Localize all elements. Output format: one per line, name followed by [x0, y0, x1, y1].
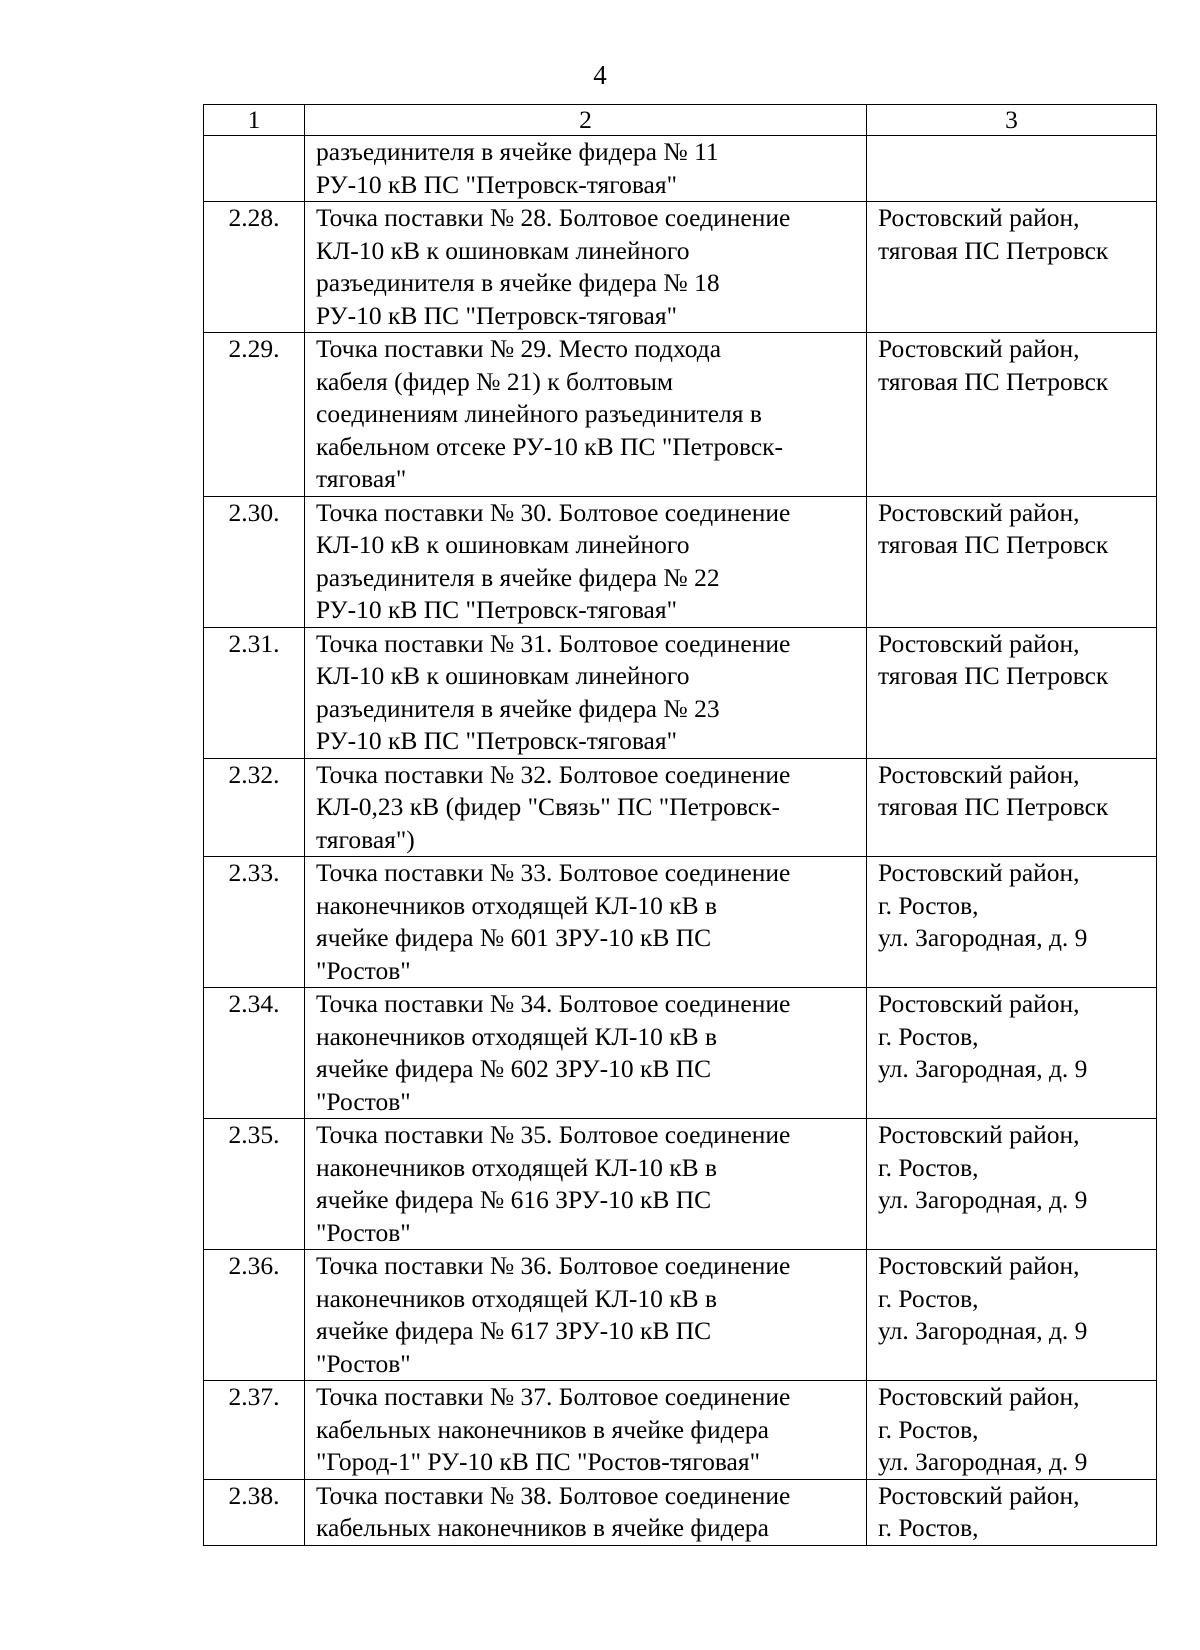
description-line: кабельных наконечников в ячейке фидера [316, 1513, 769, 1542]
column-header-2: 2 [305, 105, 867, 136]
location-line: ул. Загородная, д. 9 [878, 1185, 1088, 1214]
description-line: Точка поставки № 28. Болтовое соединение [316, 203, 791, 232]
description-line: наконечников отходящей КЛ-10 кВ в [316, 1152, 718, 1182]
row-location [867, 988, 1157, 1119]
page-number: 4 [593, 60, 607, 90]
location-line: Ростовский район, [878, 1382, 1080, 1411]
row-description [305, 136, 867, 202]
row-location [867, 496, 1157, 627]
row-description [305, 1119, 867, 1250]
table-row [204, 136, 1157, 202]
column-header-1: 1 [204, 105, 305, 136]
location-line: Ростовский район, [878, 759, 1080, 789]
row-location [867, 857, 1157, 988]
description-line: Точка поставки № 38. Болтовое соединение [316, 1480, 791, 1510]
description-line: КЛ-10 кВ к ошиновкам линейного [316, 235, 690, 265]
description-line: "Город-1" РУ-10 кВ ПС "Ростов-тяговая" [316, 1447, 760, 1476]
location-line: ул. Загородная, д. 9 [878, 1054, 1088, 1083]
location-line: г. Ростов, [878, 890, 979, 920]
location-line: Ростовский район, [878, 628, 1080, 658]
description-line: Точка поставки № 33. Болтовое соединение [316, 858, 791, 887]
row-location [867, 758, 1157, 857]
description-line: ячейке фидера № 616 ЗРУ-10 кВ ПС [316, 1185, 712, 1214]
row-number: 2.32. [204, 758, 305, 857]
location-line: тяговая ПС Петровск [878, 235, 1109, 265]
location-line: г. Ростов, [878, 1414, 979, 1444]
table-row [204, 202, 1157, 333]
location-line: г. Ростов, [878, 1152, 979, 1182]
table-row [204, 857, 1157, 988]
row-location [867, 333, 1157, 497]
row-number: 2.28. [204, 202, 305, 333]
row-number: 2.34. [204, 988, 305, 1119]
description-line: "Ростов" [316, 1348, 411, 1378]
table-row [204, 333, 1157, 497]
description-line: КЛ-10 кВ к ошиновкам линейного [316, 530, 690, 559]
column-header-3: 3 [867, 105, 1157, 136]
location-line: Ростовский район, [878, 497, 1080, 527]
location-line: тяговая ПС Петровск [878, 366, 1109, 396]
header-row [204, 105, 1157, 136]
row-location [867, 1250, 1157, 1381]
row-description [305, 1250, 867, 1381]
row-location [867, 1381, 1157, 1480]
delivery-points-table [203, 104, 1157, 1546]
description-line: кабеля (фидер № 21) к болтовым [316, 366, 673, 396]
row-location [867, 202, 1157, 333]
row-location [867, 627, 1157, 758]
description-line: наконечников отходящей КЛ-10 кВ в [316, 1283, 718, 1313]
description-line: РУ-10 кВ ПС "Петровск-тяговая" [316, 300, 677, 330]
row-description [305, 1479, 867, 1545]
location-line: ул. Загородная, д. 9 [878, 1316, 1088, 1345]
description-line: Точка поставки № 37. Болтовое соединение [316, 1382, 791, 1411]
row-description [305, 202, 867, 333]
description-line: кабельных наконечников в ячейке фидера [316, 1414, 769, 1444]
row-number: 2.37. [204, 1381, 305, 1480]
location-line: Ростовский район, [878, 1251, 1080, 1280]
location-line: тяговая ПС Петровск [878, 530, 1109, 559]
row-location [867, 1479, 1157, 1545]
description-line: наконечников отходящей КЛ-10 кВ в [316, 890, 718, 920]
description-line: разъединителя в ячейке фидера № 22 [316, 562, 720, 592]
row-number: 2.31. [204, 627, 305, 758]
location-line: г. Ростов, [878, 1021, 979, 1051]
row-location [867, 136, 1157, 202]
location-line: Ростовский район, [878, 989, 1080, 1018]
row-description [305, 627, 867, 758]
table-row [204, 758, 1157, 857]
row-description [305, 496, 867, 627]
location-line: Ростовский район, [878, 203, 1080, 232]
description-line: Точка поставки № 30. Болтовое соединение [316, 497, 791, 527]
row-number: 2.30. [204, 496, 305, 627]
location-line: тяговая ПС Петровск [878, 792, 1109, 821]
description-line: ячейке фидера № 601 ЗРУ-10 кВ ПС [316, 923, 712, 952]
description-line: ячейке фидера № 617 ЗРУ-10 кВ ПС [316, 1316, 712, 1345]
row-number: 2.29. [204, 333, 305, 497]
table-row [204, 988, 1157, 1119]
description-line: Точка поставки № 34. Болтовое соединение [316, 989, 791, 1018]
description-line: КЛ-0,23 кВ (фидер "Связь" ПС "Петровск- [316, 792, 780, 821]
table-body [204, 136, 1157, 1546]
location-line: г. Ростов, [878, 1283, 979, 1313]
row-description [305, 857, 867, 988]
row-number [204, 136, 305, 202]
description-line: разъединителя в ячейке фидера № 11 [316, 137, 719, 166]
table-row [204, 1381, 1157, 1480]
description-line: Точка поставки № 36. Болтовое соединение [316, 1251, 791, 1280]
table-row [204, 627, 1157, 758]
description-line: тяговая") [316, 824, 415, 854]
row-number: 2.36. [204, 1250, 305, 1381]
description-line: Точка поставки № 31. Болтовое соединение [316, 628, 791, 658]
description-line: Точка поставки № 32. Болтовое соединение [316, 759, 791, 789]
description-line: "Ростов" [316, 955, 411, 985]
description-line: ячейке фидера № 602 ЗРУ-10 кВ ПС [316, 1054, 712, 1083]
table-row [204, 1119, 1157, 1250]
location-line: Ростовский район, [878, 334, 1080, 363]
row-number: 2.38. [204, 1479, 305, 1545]
table-row [204, 1250, 1157, 1381]
row-location [867, 1119, 1157, 1250]
description-line: тяговая" [316, 464, 407, 493]
description-line: Точка поставки № 35. Болтовое соединение [316, 1120, 791, 1149]
description-line: Точка поставки № 29. Место подхода [316, 334, 722, 363]
location-line: ул. Загородная, д. 9 [878, 1447, 1088, 1476]
table-row [204, 496, 1157, 627]
location-line: г. Ростов, [878, 1513, 979, 1542]
description-line: "Ростов" [316, 1086, 411, 1116]
description-line: "Ростов" [316, 1217, 411, 1247]
description-line: соединениям линейного разъединителя в [316, 399, 762, 428]
description-line: наконечников отходящей КЛ-10 кВ в [316, 1021, 718, 1051]
description-line: разъединителя в ячейке фидера № 23 [316, 693, 720, 723]
location-line: тяговая ПС Петровск [878, 661, 1109, 690]
location-line: Ростовский район, [878, 1480, 1080, 1510]
row-number: 2.35. [204, 1119, 305, 1250]
description-line: кабельном отсеке РУ-10 кВ ПС "Петровск- [316, 431, 784, 461]
row-description [305, 1381, 867, 1480]
description-line: РУ-10 кВ ПС "Петровск-тяговая" [316, 595, 677, 624]
row-description [305, 988, 867, 1119]
location-line: Ростовский район, [878, 1120, 1080, 1149]
row-description [305, 333, 867, 497]
row-description [305, 758, 867, 857]
row-number: 2.33. [204, 857, 305, 988]
description-line: РУ-10 кВ ПС "Петровск-тяговая" [316, 726, 677, 755]
location-line: Ростовский район, [878, 858, 1080, 887]
description-line: разъединителя в ячейке фидера № 18 [316, 268, 720, 297]
description-line: РУ-10 кВ ПС "Петровск-тяговая" [316, 169, 677, 199]
location-line: ул. Загородная, д. 9 [878, 923, 1088, 952]
table-header [204, 105, 1157, 136]
description-line: КЛ-10 кВ к ошиновкам линейного [316, 661, 690, 690]
table-row [204, 1479, 1157, 1545]
